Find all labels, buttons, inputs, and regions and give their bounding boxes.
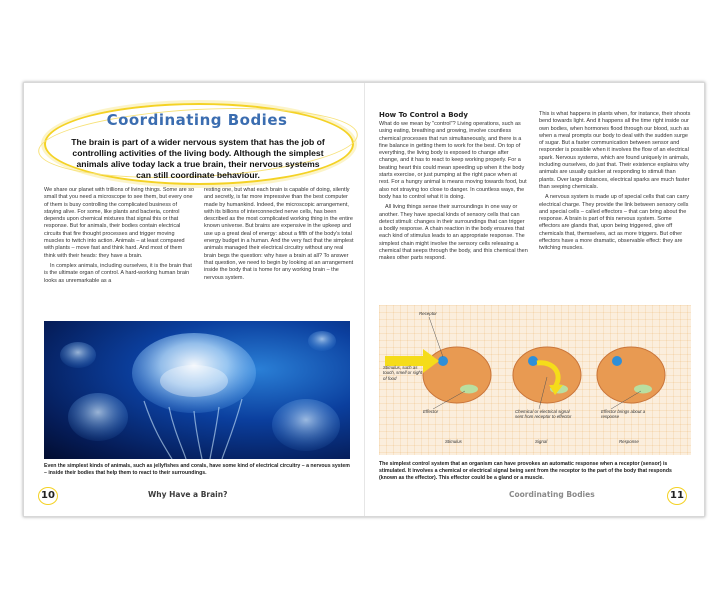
cell-1 (423, 347, 491, 403)
stage-response: Response (619, 439, 639, 444)
control-system-diagram (379, 305, 691, 455)
title-oval (38, 97, 356, 185)
stage-stimulus: Stimulus (445, 439, 462, 444)
receptor-dot-3 (612, 356, 622, 366)
running-head-right: Coordinating Bodies (509, 490, 595, 499)
cell-2 (513, 347, 581, 403)
paragraph: In complex animals, including ourselves, it is the brain that is the ultimate organ of control. A hard-working human brain looks as unremarkable as a (44, 262, 192, 284)
receptor-pointer (429, 317, 443, 357)
cell-3 (597, 347, 665, 403)
right-column-1 (379, 121, 529, 266)
left-column-1 (44, 187, 194, 288)
label-chemical-signal: Chemical or electrical signal sent from receptor to effector (515, 409, 572, 420)
diagram-caption: The simplest control system that an organism can have provokes an automatic response when a receptor (sensor) is stimulated. It involves a chemical or electrical signal being sent from the receptor to the part of the body that responds (known as the effector). This effector could be a gland or a muscle. (379, 461, 672, 481)
left-column-2 (204, 187, 354, 285)
book-spread (23, 82, 705, 517)
paragraph: This is what happens in plants when, for instance, their shoots bend towards light. And it happens all the time right inside our own bodies, when hormones flood through our blood, such as when a meal prompts our body to deal with the sudden surge of sugar. But a faster communication between sensor and responder is possible when it involves the flow of an electrical spark. Nervous systems, which are found uniquely in animals, including ourselves, do just that. Their existence explains why animals are usually quicker at responding to stimuli than plants. Over large distances, electrical sparks are much faster than seeping chemicals. (539, 111, 691, 190)
label-effector: Effector (423, 409, 439, 414)
stage-signal: Signal (535, 439, 548, 444)
left-page (24, 83, 364, 516)
page-number-left: 10 (38, 487, 58, 505)
paragraph: What do we mean by "control"? Living operations, such as using eating, breathing and growing, involve countless chemical processes that run simultaneously, and there is a fine balance in getting them to work for the best. On top of everything, the living body is exposed to change after change, and it has to react to keep working properly. For a beating heart this could mean speeding up when it the body starts exercise, or just pumping at the right pace when at rest. For a hungry animal is means moving towards food, but also not straying too close to danger. In countless ways, the body has to control what it is doing. (379, 121, 527, 200)
page-number-right: 11 (667, 487, 687, 505)
label-effector-brings: Effector brings about a response (601, 409, 646, 420)
paragraph: We share our planet with trillions of living things. Some are so small that you need a microscope to see them, but every one of them is busy controlling the complicated business of staying alive. For some, like plants and bacteria, control depends upon chemical mixtures that signal this or that response. But for animals, their bodies contain electrical circuits that fire thought processes and trigger moving muscles to twitch into action. Animals – at least compared with plants – move fast and think hard. And most of them think with their heads: they have a brain. (44, 187, 194, 259)
label-stimulus-desc: Stimulus, such as touch, smell or sight of food (383, 365, 423, 381)
effector-blob-3 (634, 385, 652, 394)
paragraph: All living things sense their surroundings in one way or another. They have special kinds of sensory cells that can detect stimuli: changes in their surroundings that can trigger a bodily response. A chain reaction in the body ensures that each kind of stimulus leads to an appropriate response. The simplest chain might involve the sensory cells releasing a chemical that seeps through the body, and this chemical then makes other parts respond. (379, 204, 528, 262)
jellyfish-illustration (44, 321, 350, 459)
running-head-left: Why Have a Brain? (148, 490, 228, 499)
receptor-dot-2 (528, 356, 538, 366)
right-page (365, 83, 705, 516)
diagram-graphic (379, 305, 691, 455)
jellyfish-photo (44, 321, 350, 459)
label-receptor: Receptor (419, 311, 437, 316)
photo-caption: Even the simplest kinds of animals, such as jellyfishes and corals, have some kind of electrical circuitry – a nervous system – inside their bodies that help them to react to their surroundings. (44, 463, 350, 476)
chapter-title: Coordinating Bodies (106, 111, 288, 129)
paragraph: resting one, but what each brain is capable of doing, silently and secretly, is far more impressive than the best computer made by humankind. Indeed, the microscopic arrangement, with its billions of interconnected nerve cells, has been described as the most complicated working thing in the entire known universe. But brains are expensive in the upkeep and use up a great deal of energy: about a fifth of the body's total energy budget in a human. And the very fact that the simplest animals managed their electrical circuitry without any real brain begs the question: why have a brain at all? To answer that question, we need to begin by looking at an arrangement inside the body that is home for any working brain – the nervous system. (204, 187, 354, 281)
section-heading: How To Control a Body (379, 111, 468, 119)
paragraph: A nervous system is made up of special cells that can carry electrical charge. They provide the link between sensory cells and special cells – called effectors – that can bring about the response. A brain is part of this nervous system. Some effectors are glands that, upon being triggered, give off chemicals that, themselves, act as more triggers. But other effectors have a more dramatic, observable effect: they are twitching muscles. (539, 194, 689, 252)
intro-text: The brain is part of a wider nervous system that has the job of controlling activities of the living body. Although the simplest animals alive today lack a true brain, their nervous systems can still coordinate behaviour. (71, 137, 325, 180)
right-column-2 (539, 111, 691, 256)
receptor-dot-1 (438, 356, 448, 366)
